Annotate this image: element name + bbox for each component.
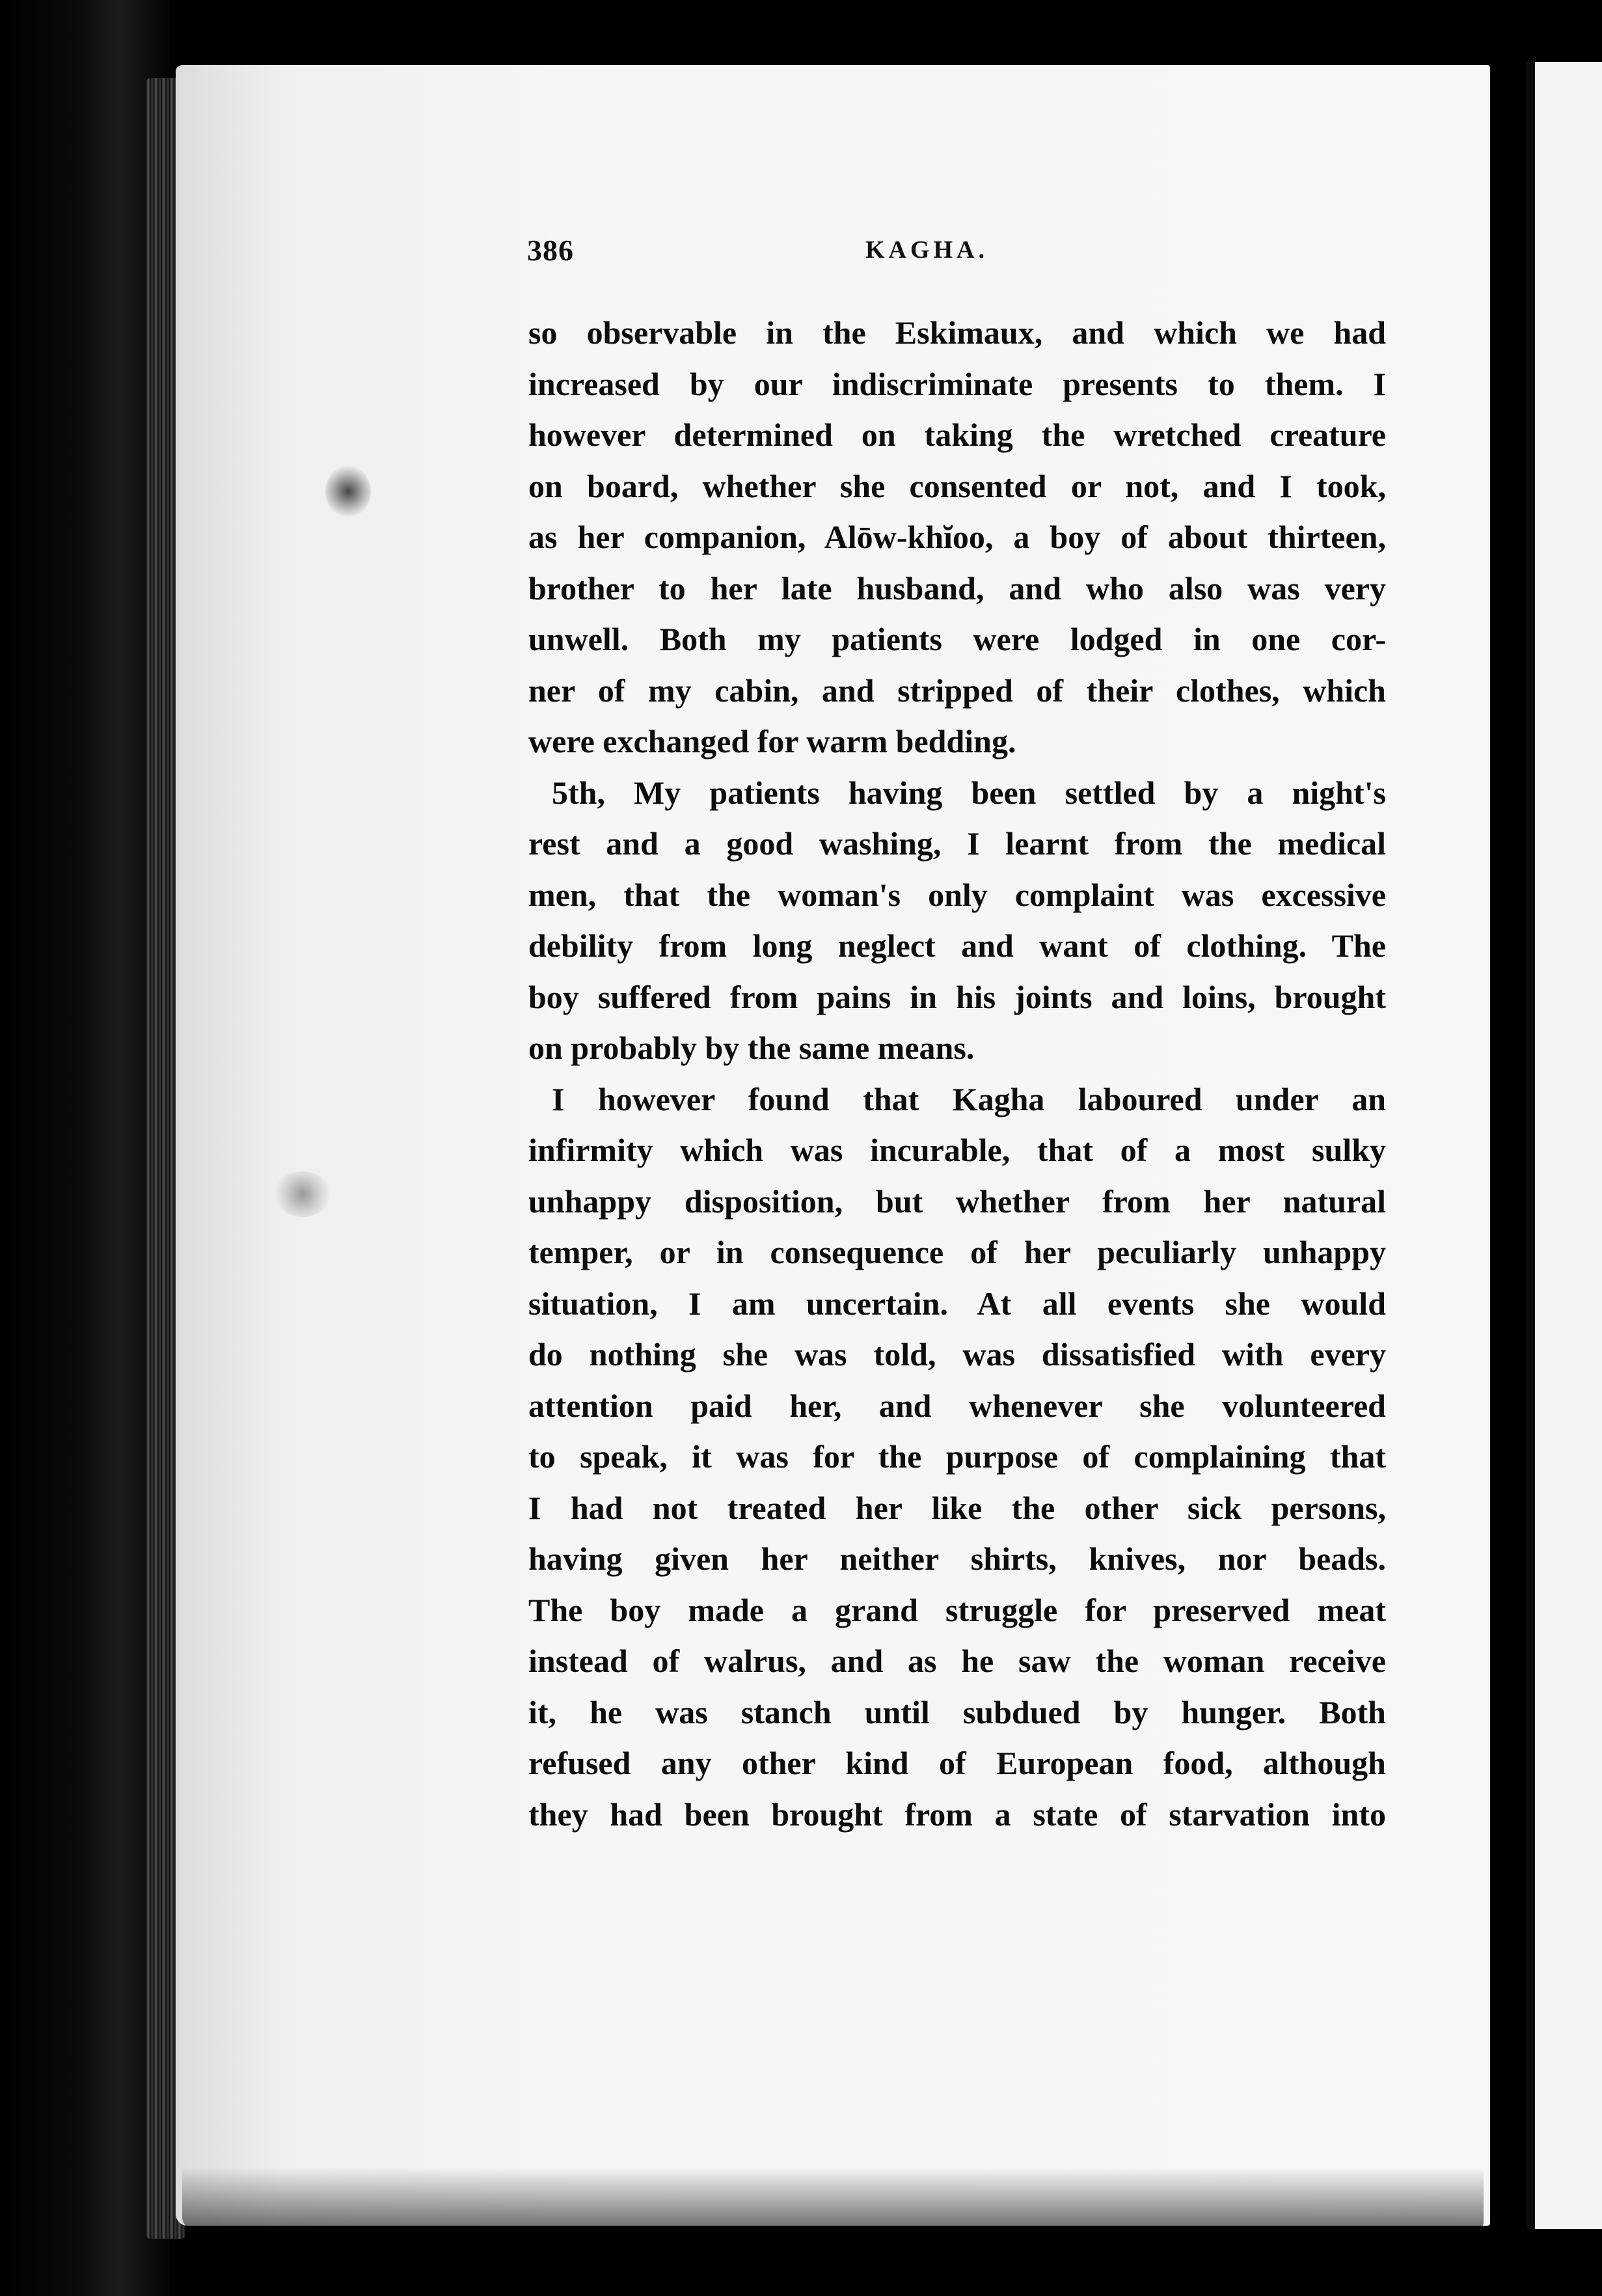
body-text bbox=[528, 307, 1386, 1840]
page-bottom-shadow bbox=[182, 2167, 1484, 2229]
running-head: KAGHA. bbox=[865, 236, 989, 264]
text-line: attention paid her, and whenever she volunteered bbox=[528, 1387, 1386, 1424]
text-line: however determined on taking the wretched creature bbox=[528, 417, 1386, 453]
text-line: ner of my cabin, and stripped of their clothes, which bbox=[528, 672, 1386, 709]
text-line: unhappy disposition, but whether from her natural bbox=[528, 1182, 1386, 1220]
text-line: as her companion, Alōw-khĭoo, a boy of about thirteen, bbox=[528, 519, 1386, 555]
text-line: 5th, My patients having been settled by a night's bbox=[552, 774, 1386, 811]
text-line: infirmity which was incurable, that of a most sulky bbox=[528, 1132, 1386, 1168]
text-line: so observable in the Eskimaux, and which we had bbox=[528, 314, 1386, 351]
facing-page-edge bbox=[1526, 62, 1602, 2229]
text-line: I however found that Kagha laboured under an bbox=[552, 1080, 1386, 1117]
text-line: were exchanged for warm bedding. bbox=[528, 723, 1016, 759]
ink-smudge bbox=[325, 465, 371, 517]
book-spine bbox=[0, 0, 169, 2296]
text-line: to speak, it was for the purpose of complaining that bbox=[528, 1438, 1386, 1475]
text-line: refused any other kind of European food, although bbox=[528, 1745, 1386, 1781]
text-line: on probably by the same means. bbox=[528, 1030, 975, 1066]
text-line: situation, I am uncertain. At all events she would bbox=[528, 1285, 1386, 1322]
text-line: having given her neither shirts, knives, nor beads. bbox=[528, 1540, 1386, 1577]
text-line: temper, or in consequence of her peculiarly unhappy bbox=[528, 1234, 1386, 1270]
text-line: on board, whether she consented or not, and I took, bbox=[528, 467, 1386, 504]
page-header bbox=[527, 233, 1392, 279]
text-line: The boy made a grand struggle for preserved meat bbox=[528, 1591, 1386, 1628]
text-line: boy suffered from pains in his joints and loins, brought bbox=[528, 978, 1386, 1015]
text-line: increased by our indiscriminate presents to them. I bbox=[528, 365, 1386, 402]
text-line: I had not treated her like the other sick persons, bbox=[528, 1489, 1386, 1526]
text-line: instead of walrus, and as he saw the woman receive bbox=[528, 1643, 1386, 1679]
text-line: they had been brought from a state of starvation into bbox=[528, 1796, 1386, 1833]
ink-smudge bbox=[273, 1171, 332, 1217]
text-line: do nothing she was told, was dissatisfied with every bbox=[528, 1336, 1386, 1373]
page-number: 386 bbox=[527, 234, 574, 267]
text-line: it, he was stanch until subdued by hunger. Both bbox=[528, 1693, 1386, 1730]
text-line: debility from long neglect and want of clothing. The bbox=[528, 927, 1386, 964]
text-line: men, that the woman's only complaint was excessive bbox=[528, 876, 1386, 913]
text-line: unwell. Both my patients were lodged in one cor- bbox=[528, 621, 1386, 657]
text-line: brother to her late husband, and who also was very bbox=[528, 569, 1386, 607]
text-line: rest and a good washing, I learnt from the medical bbox=[528, 825, 1386, 862]
